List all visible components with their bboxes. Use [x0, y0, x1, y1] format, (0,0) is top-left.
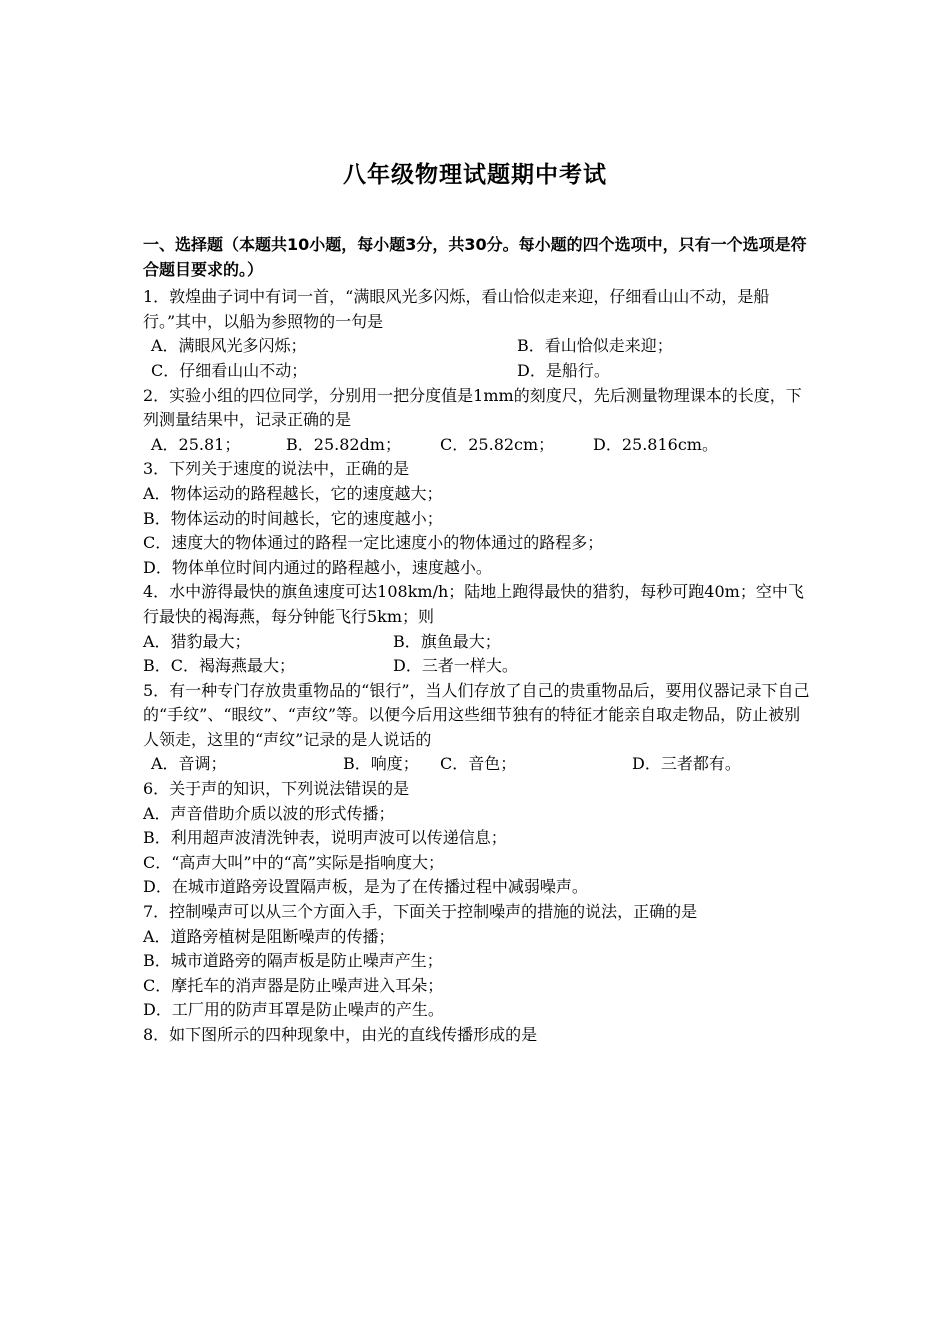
question-2-stem: 2．实验小组的四位同学，分别用一把分度值是1mm的刻度尺，先后测量物理课本的长度，下列测量结果中，记录正确的是: [143, 385, 802, 430]
question-6-option-c: C．“高声大叫”中的“高”实际是指响度大；: [143, 852, 444, 872]
question-3-stem: 3．下列关于速度的说法中，正确的是: [143, 459, 410, 479]
question-7-stem: 7．控制噪声可以从三个方面入手，下面关于控制噪声的措施的说法，正确的是: [143, 902, 698, 922]
question-2-options-row: [143, 433, 813, 458]
question-1-option-d: D．是船行。: [517, 360, 610, 380]
question-5-option-c: C．音色；: [440, 754, 517, 774]
question-2-option-c: C．25.82cm；: [440, 434, 555, 454]
question-6-stem: 6．关于声的知识，下列说法错误的是: [143, 779, 410, 799]
question-7-option-d: D．工厂用的防声耳罩是防止噪声的产生。: [143, 1000, 444, 1020]
question-6-option-d: D．在城市道路旁设置隔声板，是为了在传播过程中减弱噪声。: [143, 877, 588, 897]
question-4-options-row-2: [143, 654, 813, 679]
page-title: 八年级物理试题期中考试: [343, 162, 607, 188]
question-8-stem: 8．如下图所示的四种现象中，由光的直线传播形成的是: [143, 1025, 538, 1044]
question-4-option-a: A．猎豹最大；: [143, 631, 251, 651]
question-1-option-b: B．看山恰似走来迎；: [517, 336, 673, 356]
exam-content: [143, 233, 813, 1048]
question-5-options-row: [143, 752, 813, 777]
question-6-option-b: B．利用超声波清洗钟表，说明声波可以传递信息；: [143, 828, 507, 848]
question-7-option-a: A．道路旁植树是阻断噪声的传播；: [143, 926, 395, 946]
question-4-stem: 4．水中游得最快的旗鱼速度可达108km/h；陆地上跑得最快的猎豹，每秒可跑40m；空中飞行最快的褐海燕，每分钟能飞行5km；则: [143, 582, 804, 626]
question-3-option-b: B．物体运动的时间越长，它的速度越小；: [143, 508, 443, 528]
question-4-option-c: B．C．褐海燕最大；: [143, 656, 296, 676]
question-4-options-row-1: [143, 630, 813, 655]
question-4-option-d: D．三者一样大。: [393, 656, 518, 676]
question-1-option-a: A．满眼风光多闪烁；: [151, 336, 307, 356]
question-2-option-a: A．25.81；: [151, 434, 241, 454]
question-4-option-b: B．旗鱼最大；: [393, 631, 501, 651]
question-5-stem: 5．有一种专门存放贵重物品的“银行”，当人们存放了自己的贵重物品后，要用仪器记录下自己的“手纹”、“眼纹”、“声纹”等。以便今后用这些细节独有的特征才能亲自取走物品，防止被别人领走，这里的“声纹”记录的是人说话的: [143, 680, 810, 749]
question-1-options-row-2: [143, 359, 813, 384]
question-2-option-b: B．25.82dm；: [286, 434, 401, 454]
question-2-option-d: D．25.816cm。: [593, 434, 718, 454]
question-7-option-c: C．摩托车的消声器是防止噪声进入耳朵；: [143, 975, 444, 995]
question-1-options-row-1: [143, 334, 813, 359]
question-1-stem: 1．敦煌曲子词中有词一首，“满眼风光多闪烁，看山恰似走来迎，仔细看山山不动，是船行。”其中，以船为参照物的一句是: [143, 287, 770, 331]
question-5-option-b: B．响度；: [343, 754, 419, 774]
section-heading: 一、选择题（本题共10小题，每小题3分，共30分。每小题的四个选项中，只有一个选项是符合题目要求的。）: [143, 235, 807, 279]
question-3-option-c: C．速度大的物体通过的路程一定比速度小的物体通过的路程多；: [143, 533, 604, 553]
question-5-option-a: A．音调；: [151, 754, 227, 774]
question-5-option-d: D．三者都有。: [632, 754, 741, 774]
question-3-option-a: A．物体运动的路程越长，它的速度越大；: [143, 483, 443, 503]
question-7-option-b: B．城市道路旁的隔声板是防止噪声产生；: [143, 951, 443, 971]
question-3-option-d: D．物体单位时间内通过的路程越小，速度越小。: [143, 557, 492, 577]
question-6-option-a: A．声音借助介质以波的形式传播；: [143, 803, 395, 823]
question-1-option-c: C．仔细看山山不动；: [151, 360, 308, 380]
